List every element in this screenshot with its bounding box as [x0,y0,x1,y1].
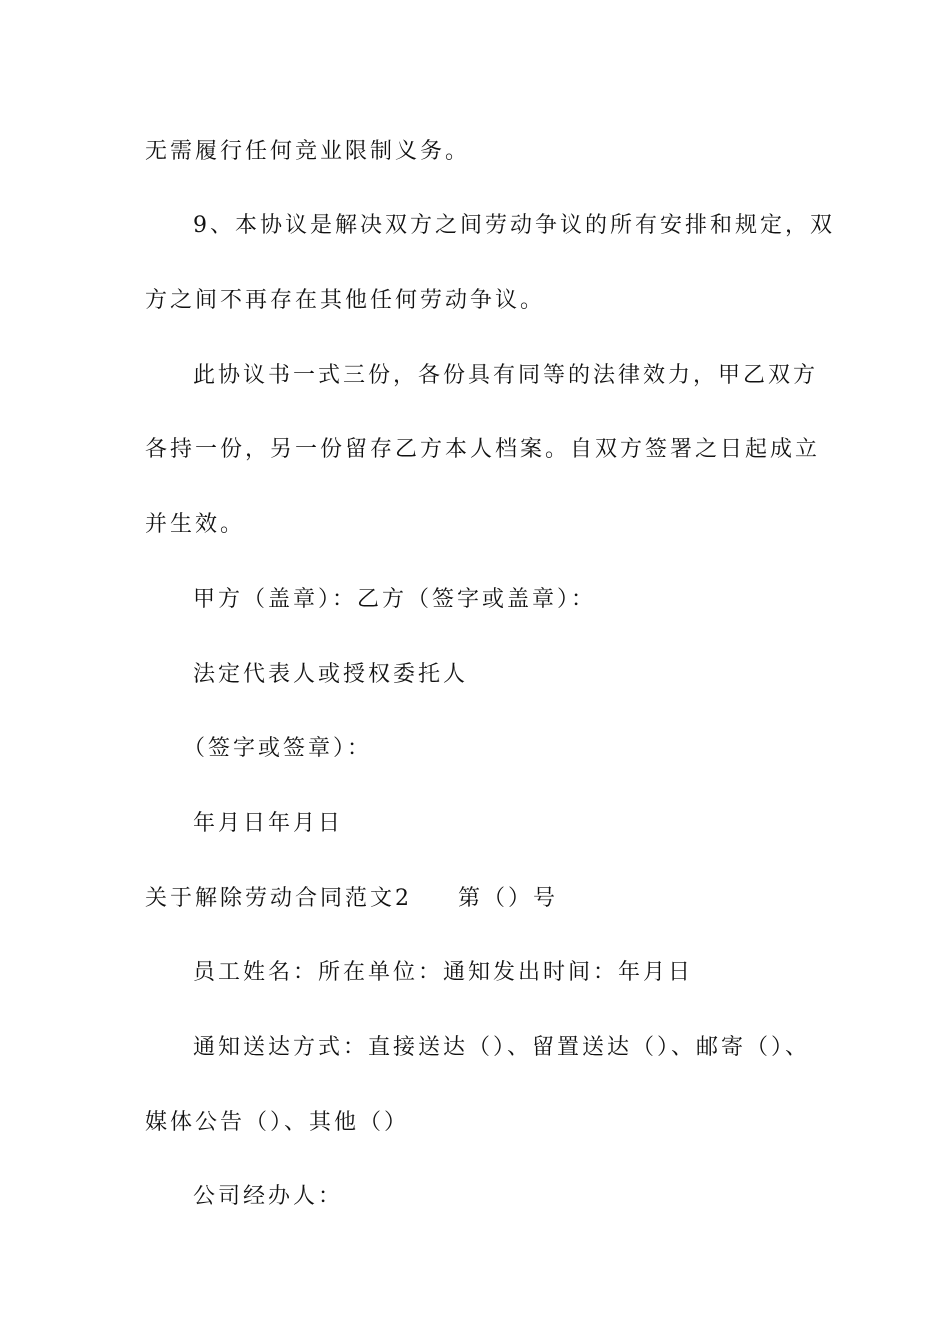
paragraph-line: 并生效。 [145,512,246,537]
section-heading [145,884,558,914]
signature-parties-line: 甲方（盖章）：乙方（签字或盖章）： [193,587,597,612]
section-title: 关于解除劳动合同范文2 [145,886,412,911]
signature-line: （签字或签章）： [183,736,373,761]
paragraph-line: 此协议书一式三份，各份具有同等的法律效力，甲乙双方 [193,363,819,388]
employee-info-line: 员工姓名：所在单位：通知发出时间：年月日 [193,960,694,985]
section-number: 第（）号 [458,886,559,911]
date-line: 年月日年月日 [193,811,344,836]
delivery-method-line: 通知送达方式：直接送达（）、留置送达（）、邮寄（）、 [193,1035,811,1060]
paragraph-line: 无需履行任何竞业限制义务。 [145,139,471,164]
representative-line: 法定代表人或授权委托人 [193,662,469,687]
paragraph-line: 9、本协议是解决双方之间劳动争议的所有安排和规定，双 [193,213,835,238]
paragraph-line: 各持一份，另一份留存乙方本人档案。自双方签署之日起成立 [145,437,821,462]
company-handler-line: 公司经办人： [193,1184,344,1209]
delivery-method-line-continued: 媒体公告（）、其他（） [145,1110,410,1135]
paragraph-line: 方之间不再存在其他任何劳动争议。 [145,288,546,313]
